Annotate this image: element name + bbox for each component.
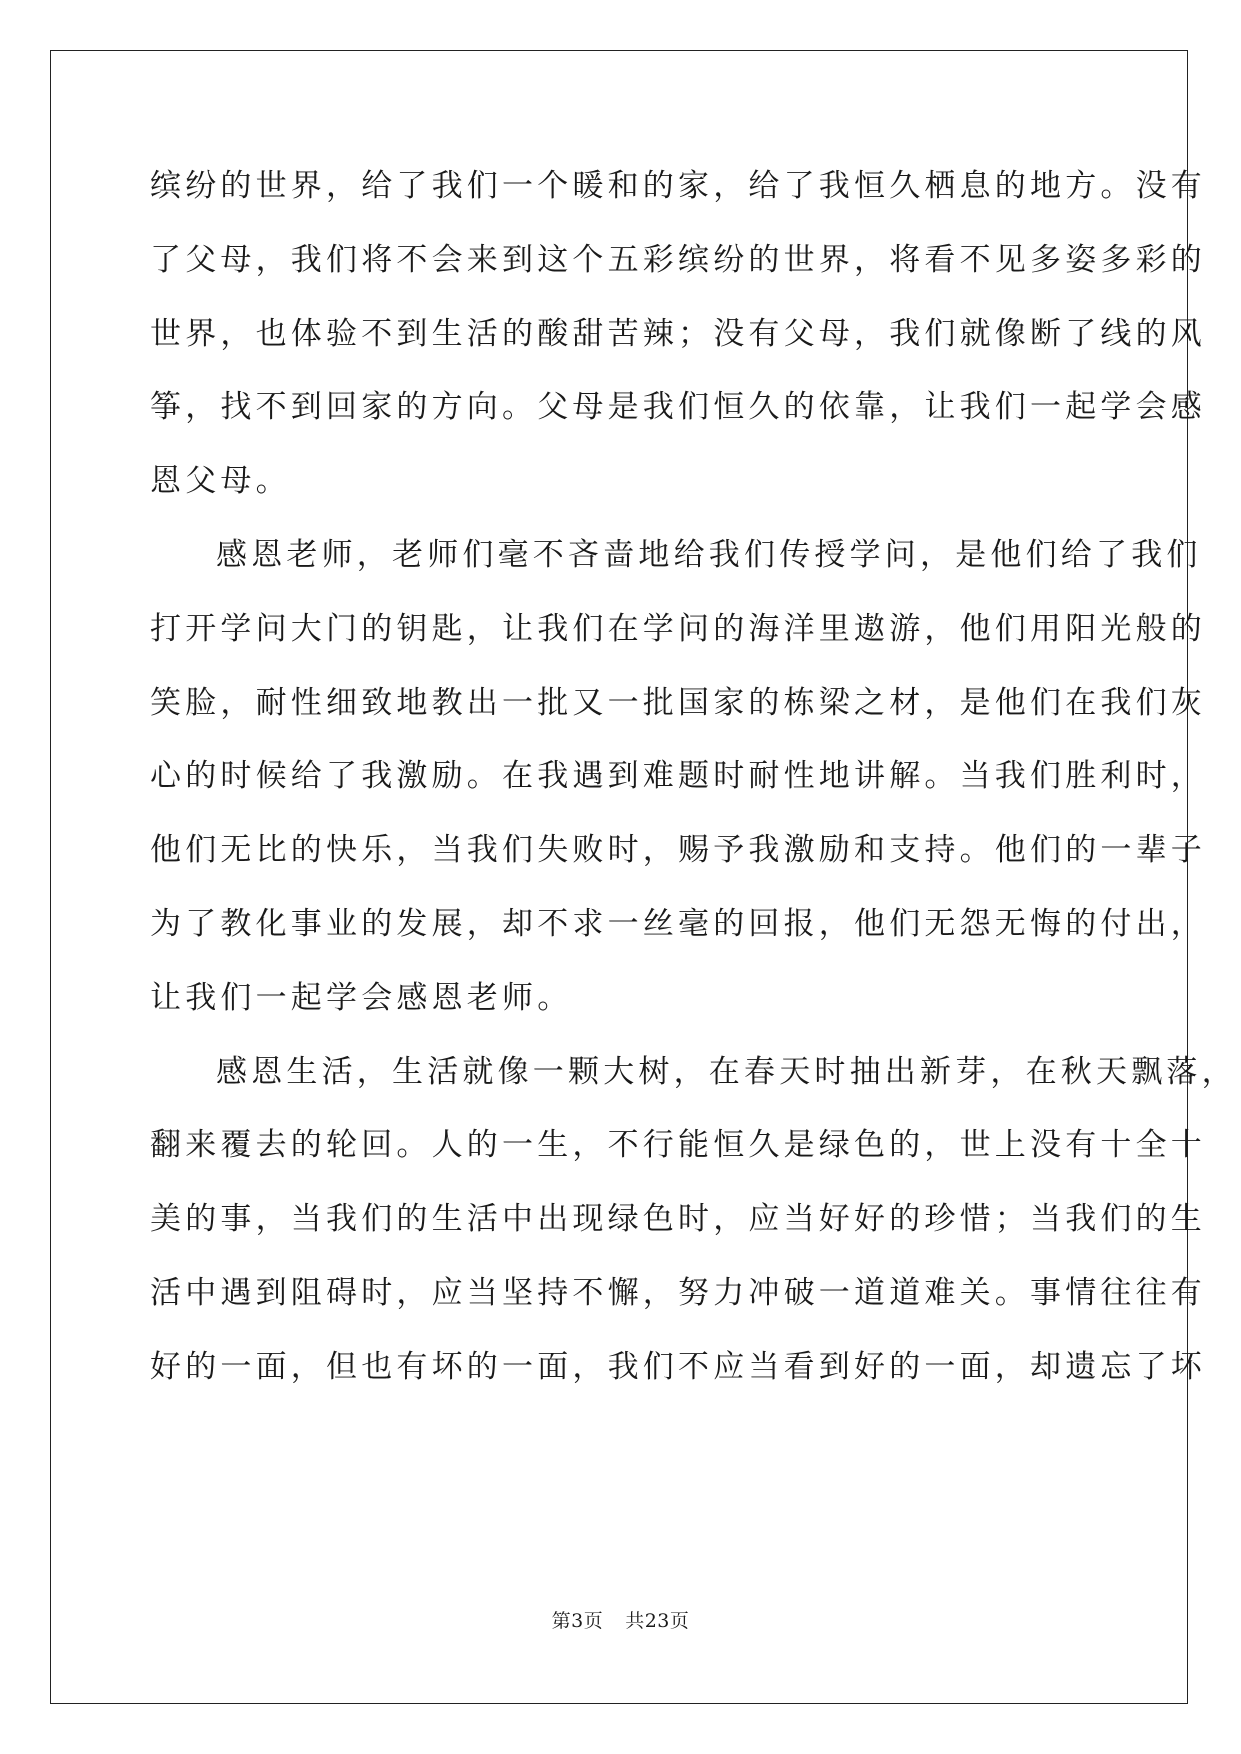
text-line: 为了教化事业的发展，却不求一丝毫的回报，他们无怨无悔的付出， xyxy=(150,905,1206,942)
text-line: 筝，找不到回家的方向。父母是我们恒久的依靠，让我们一起学会感 xyxy=(150,389,1206,426)
text-line: 好的一面，但也有坏的一面，我们不应当看到好的一面，却遗忘了坏 xyxy=(150,1348,1206,1385)
text-line: 缤纷的世界，给了我们一个暖和的家，给了我恒久栖息的地方。没有 xyxy=(150,168,1206,204)
text-line: 笑脸，耐性细致地教出一批又一批国家的栋梁之材，是他们在我们灰 xyxy=(150,684,1206,721)
text-line: 了父母，我们将不会来到这个五彩缤纷的世界，将看不见多姿多彩的 xyxy=(150,241,1206,278)
page-number: 第3页 xyxy=(551,1610,604,1632)
text-line: 翻来覆去的轮回。人的一生，不行能恒久是绿色的，世上没有十全十 xyxy=(150,1127,1206,1164)
text-line: 世界，也体验不到生活的酸甜苦辣；没有父母，我们就像断了线的风 xyxy=(150,315,1206,352)
page-footer xyxy=(0,1609,1241,1633)
paragraph-start-line: 感恩生活，生活就像一颗大树，在春天时抽出新芽，在秋天飘落， xyxy=(216,1053,1237,1090)
text-line: 心的时候给了我激励。在我遇到难题时耐性地讲解。当我们胜利时， xyxy=(150,758,1206,795)
text-line: 他们无比的快乐，当我们失败时，赐予我激励和支持。他们的一辈子 xyxy=(150,832,1206,869)
paragraph-start-line: 感恩老师，老师们毫不吝啬地给我们传授学问，是他们给了我们 xyxy=(216,536,1202,573)
text-line: 美的事，当我们的生活中出现绿色时，应当好好的珍惜；当我们的生 xyxy=(150,1201,1206,1238)
body-text xyxy=(150,150,1237,1405)
text-line: 让我们一起学会感恩老师。 xyxy=(150,979,573,1016)
text-line: 活中遇到阻碍时，应当坚持不懈，努力冲破一道道难关。事情往往有 xyxy=(150,1274,1206,1311)
total-pages: 共23页 xyxy=(625,1610,690,1632)
text-line: 恩父母。 xyxy=(150,463,291,500)
text-line: 打开学问大门的钥匙，让我们在学问的海洋里遨游，他们用阳光般的 xyxy=(150,610,1206,647)
